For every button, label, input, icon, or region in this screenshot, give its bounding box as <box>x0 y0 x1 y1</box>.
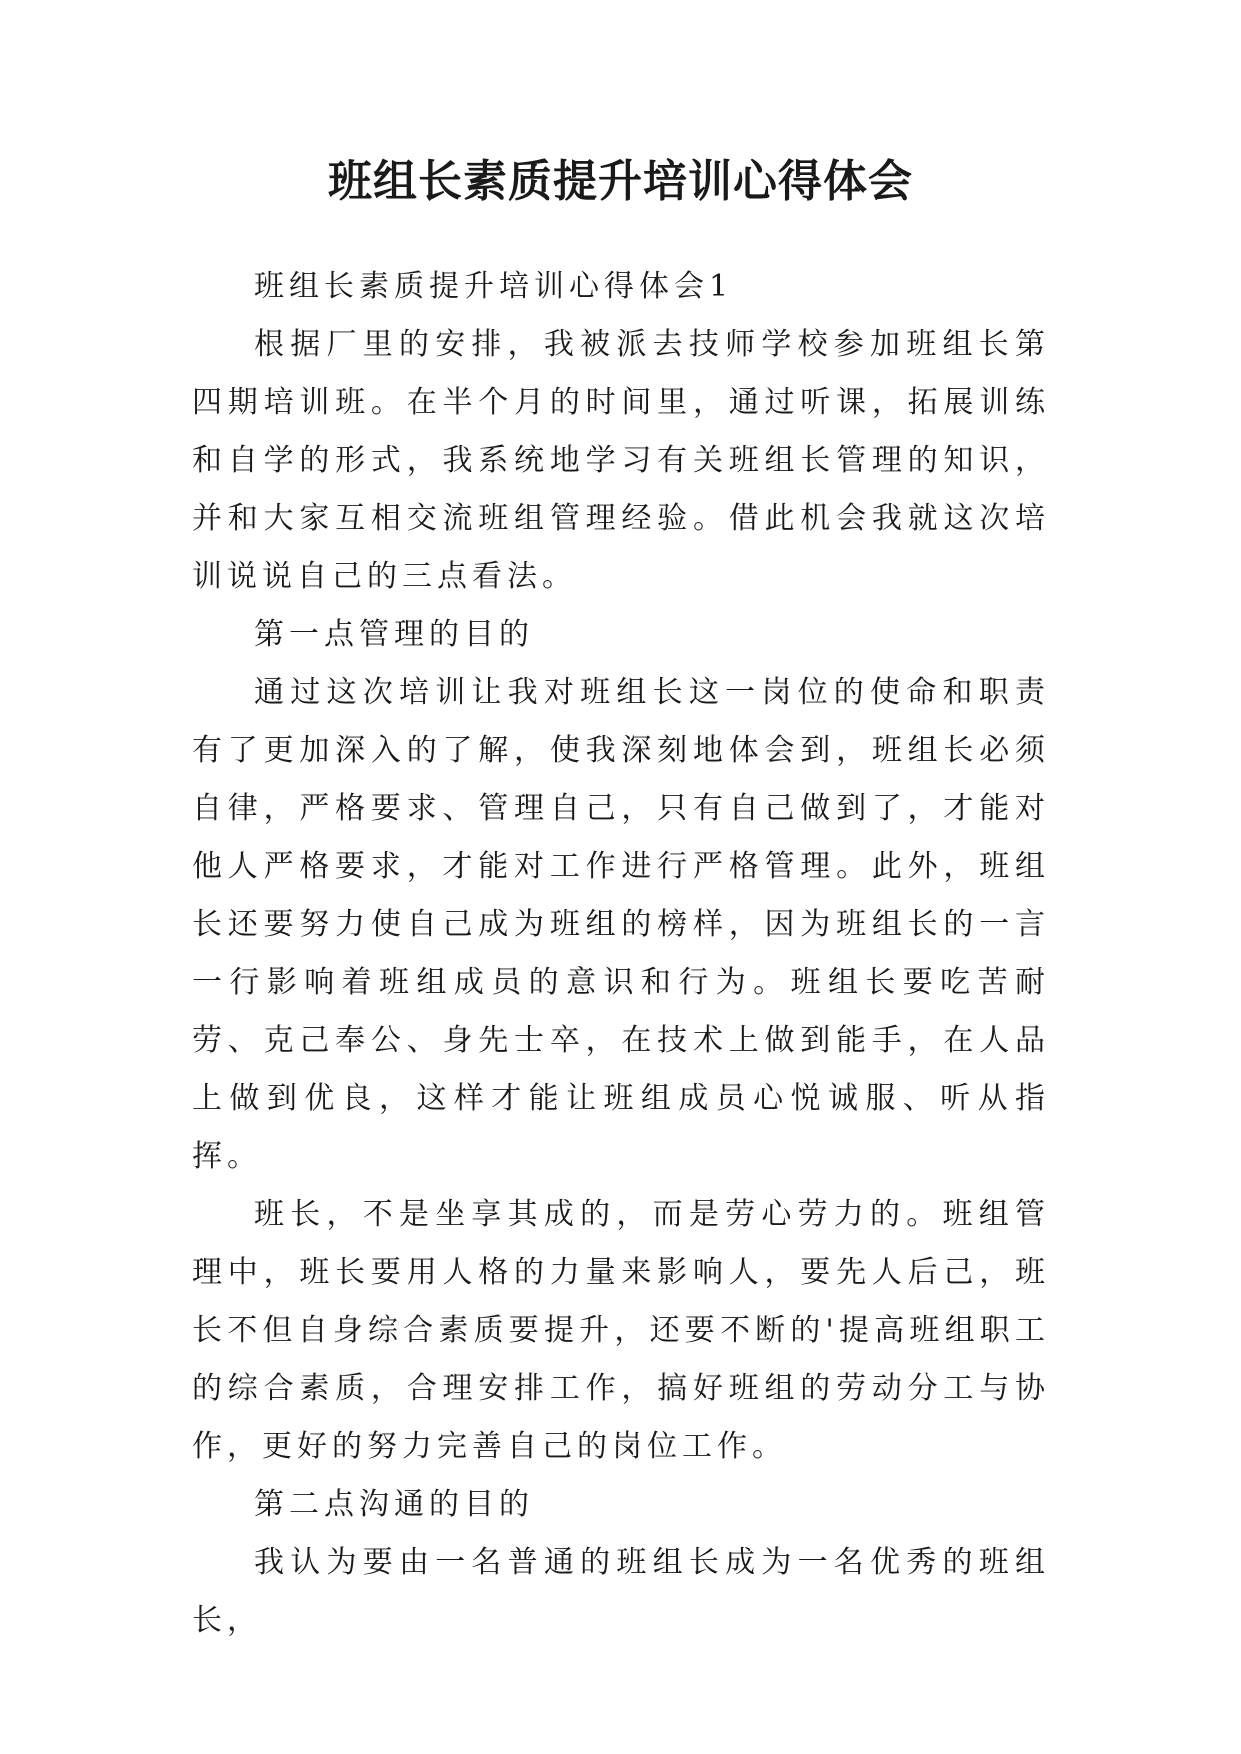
point-heading-1: 第一点管理的目的 <box>254 617 534 652</box>
paragraph-point-2: 我认为要由一名普通的班组长成为一名优秀的班组长， <box>192 1545 1050 1638</box>
section-heading-1: 班组长素质提升培训心得体会1 <box>254 269 734 304</box>
paragraph-team-leader: 班长，不是坐享其成的，而是劳心劳力的。班组管理中，班长要用人格的力量来影响人，要先人后己，班长不但自身综合素质要提升，还要不断的'提高班组职工的综合素质，合理安排工作，搞好班组的劳动分工与协作，更好的努力完善自己的岗位工作。 <box>192 1197 1050 1464</box>
paragraph-point-1: 通过这次培训让我对班组长这一岗位的使命和职责有了更加深入的了解，使我深刻地体会到，班组长必须自律，严格要求、管理自己，只有自己做到了，才能对他人严格要求，才能对工作进行严格管理。此外，班组长还要努力使自己成为班组的榜样，因为班组长的一言一行影响着班组成员的意识和行为。班组长要吃苦耐劳、克己奉公、身先士卒，在技术上做到能手，在人品上做到优良，这样才能让班组成员心悦诚服、听从指挥。 <box>192 675 1050 1174</box>
paragraph-intro: 根据厂里的安排，我被派去技师学校参加班组长第四期培训班。在半个月的时间里，通过听课，拓展训练和自学的形式，我系统地学习有关班组长管理的知识，并和大家互相交流班组管理经验。借此机会我就这次培训说说自己的三点看法。 <box>192 327 1050 594</box>
document-title: 班组长素质提升培训心得体会 <box>328 156 913 207</box>
document-body <box>192 258 1050 1650</box>
point-heading-2: 第二点沟通的目的 <box>254 1487 534 1522</box>
